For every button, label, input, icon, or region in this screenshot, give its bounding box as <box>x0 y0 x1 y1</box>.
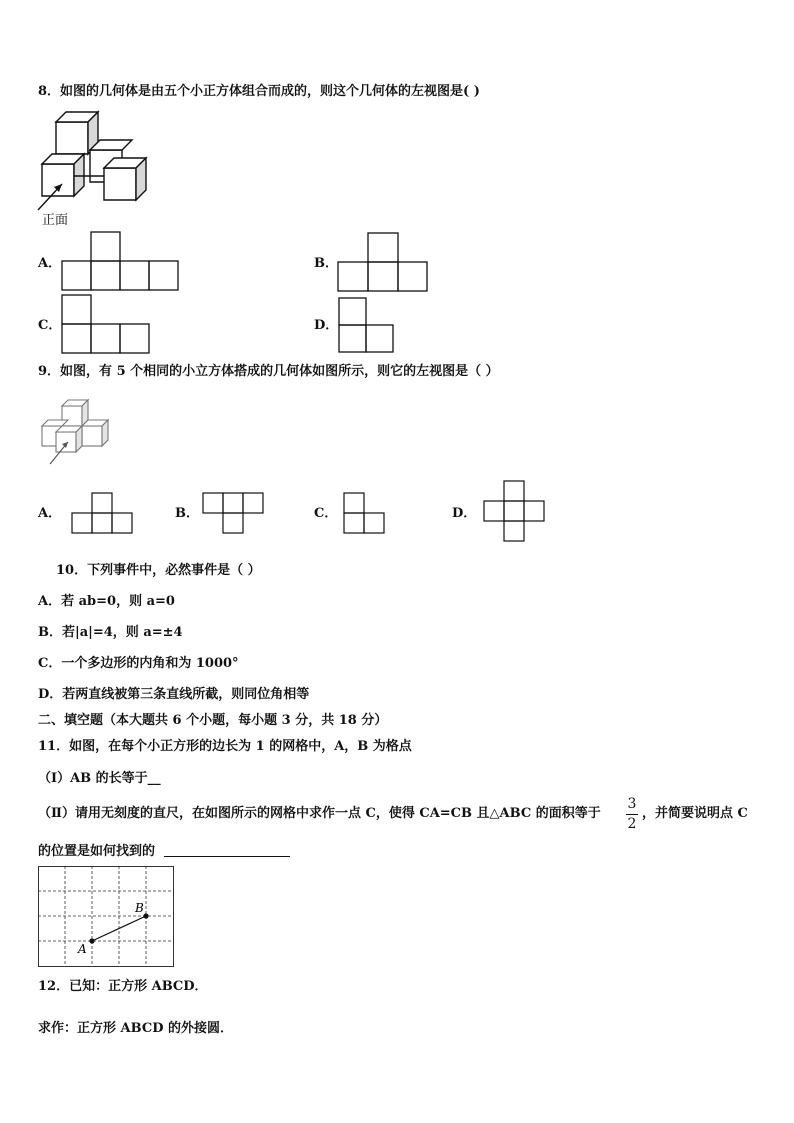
q9-option-b-label: B． <box>175 506 199 521</box>
q9-option-d-label: D． <box>452 506 477 521</box>
q11-fraction-bar <box>626 814 638 815</box>
q9-stem: 9．如图，有 5 个相同的小立方体搭成的几何体如图所示，则它的左视图是（ ） <box>38 364 499 379</box>
q9-option-a-label: A． <box>38 506 62 521</box>
q12-given: 12．已知：正方形 ABCD． <box>38 979 208 994</box>
q8-option-a-label: A． <box>38 256 62 271</box>
q8-front-label: 正面 <box>42 213 69 228</box>
q10-stem: 10．下列事件中，必然事件是（ ） <box>56 563 261 578</box>
q11-part2-c: 的位置是如何找到的 <box>38 844 156 859</box>
q8-stem: 8．如图的几何体是由五个小正方体组合而成的，则这个几何体的左视图是( ) <box>38 84 480 99</box>
q8-option-c-figure <box>62 295 152 355</box>
q11-fraction-denominator: 2 <box>627 816 637 832</box>
q12-task: 求作：正方形 ABCD 的外接圆． <box>38 1021 233 1036</box>
q11-fraction-numerator: 3 <box>627 796 637 812</box>
q9-option-b-figure <box>203 492 265 534</box>
q10-option-b: B．若|a|=4，则 a=±4 <box>38 625 183 640</box>
q8-option-d-label: D． <box>314 318 339 333</box>
q8-option-b-figure <box>338 233 430 293</box>
q11-point-b-label: B <box>135 901 144 915</box>
q10-option-d: D．若两直线被第三条直线所截，则同位角相等 <box>38 687 310 702</box>
q9-option-d-figure <box>484 481 546 543</box>
q8-option-c-label: C． <box>38 318 62 333</box>
q9-option-c-figure <box>344 492 386 534</box>
q9-option-c-label: C． <box>314 506 338 521</box>
q11-part2-b: ，并简要说明点 C <box>642 806 748 821</box>
q11-point-a-label: A <box>78 942 87 956</box>
q10-option-a: A．若 ab=0，则 a=0 <box>38 594 175 609</box>
q11-grid-figure <box>38 866 176 970</box>
q9-option-a-figure <box>72 492 134 534</box>
q11-stem: 11．如图，在每个小正方形的边长为 1 的网格中，A，B 为格点 <box>38 739 412 754</box>
section-2-heading: 二、填空题（本大题共 6 个小题，每小题 3 分，共 18 分） <box>38 713 388 728</box>
q11-answer-blank <box>164 856 290 857</box>
q11-part2-a: （Ⅱ）请用无刻度的直尺，在如图所示的网格中求作一点 C，使得 CA=CB 且△ABC 的面积等于 <box>38 806 601 821</box>
q9-solid-figure <box>36 396 112 466</box>
q8-option-b-label: B． <box>314 256 338 271</box>
q8-option-d-figure <box>339 298 397 354</box>
q11-part1: （Ⅰ）AB 的长等于__ <box>38 771 161 786</box>
q8-option-a-figure <box>62 231 180 291</box>
q10-option-c: C．一个多边形的内角和为 1000° <box>38 656 239 671</box>
